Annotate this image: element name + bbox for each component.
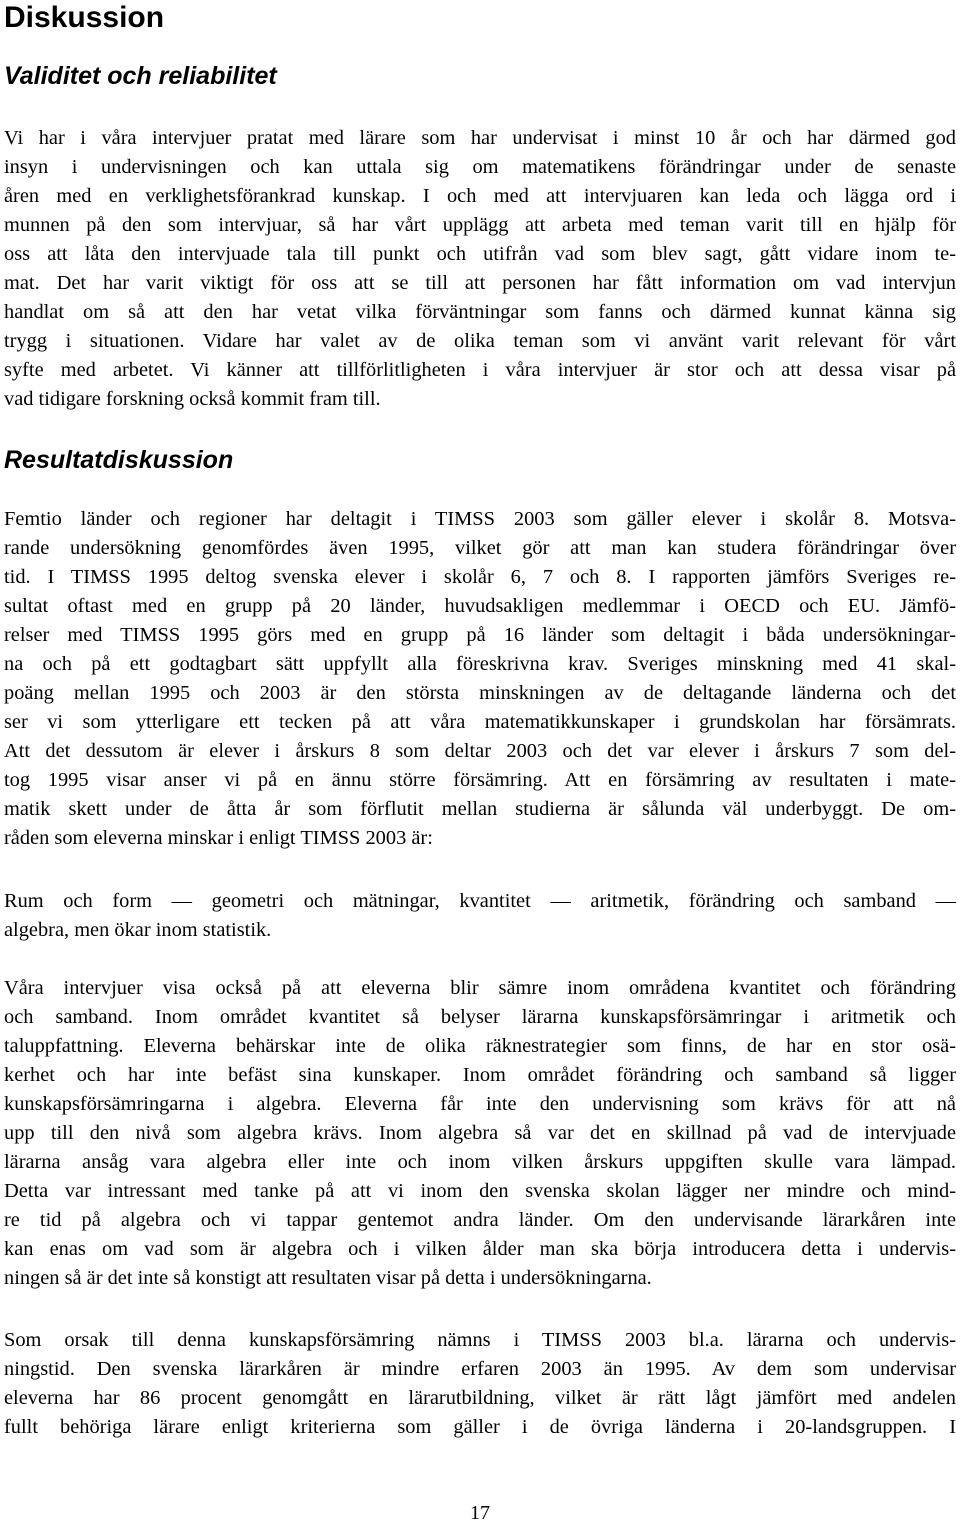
text-line: eleverna har 86 procent genomgått en lärarutbildning, vilket är rätt lågt jämfört med andelen bbox=[4, 1387, 956, 1409]
text-line: rande undersökning genomfördes även 1995, vilket gör att man kan studera förändringar över bbox=[4, 537, 956, 559]
paragraph-results-2 bbox=[4, 887, 956, 945]
text-line: åren med en verklighetsförankrad kunskap. I och med att intervjuaren kan leda och lägga ord i bbox=[4, 185, 956, 207]
text-line: mat. Det har varit viktigt för oss att se till att personen har fått information om vad intervjun bbox=[4, 272, 956, 294]
text-line: vad tidigare forskning också kommit fram till. bbox=[4, 388, 381, 410]
text-line: handlat om så att den har vetat vilka förväntningar som fanns och därmed kunnat känna sig bbox=[4, 301, 956, 323]
text-line: kunskapsförsämringarna i algebra. Eleverna får inte den undervisning som krävs för att nå bbox=[4, 1093, 956, 1115]
text-line: och samband. Inom området kvantitet så belyser lärarna kunskapsförsämringar i aritmetik och bbox=[4, 1006, 956, 1028]
text-line: syfte med arbetet. Vi känner att tillförlitligheten i våra intervjuer är stor och att dessa visar på bbox=[4, 359, 956, 381]
text-line: kan enas om vad som är algebra och i vilken ålder man ska börja introducera detta i undervis- bbox=[4, 1238, 956, 1260]
text-line: Vi har i våra intervjuer pratat med lärare som har undervisat i minst 10 år och har därmed god bbox=[4, 127, 956, 149]
section-heading-results: Resultatdiskussion bbox=[4, 446, 234, 474]
paragraph-results-4 bbox=[4, 1326, 956, 1442]
text-line: ningstid. Den svenska lärarkåren är mindre erfaren 2003 än 1995. Av dem som undervisar bbox=[4, 1358, 956, 1380]
text-line: upp till den nivå som algebra krävs. Inom algebra så var det en skillnad på vad de intervjuade bbox=[4, 1122, 956, 1144]
page-title: Diskussion bbox=[4, 1, 165, 34]
text-line: Rum och form — geometri och mätningar, kvantitet — aritmetik, förändring och samband — bbox=[4, 890, 956, 912]
text-line: tid. I TIMSS 1995 deltog svenska elever i skolår 6, 7 och 8. I rapporten jämförs Sveriges re- bbox=[4, 566, 956, 588]
text-line: taluppfattning. Eleverna behärskar inte de olika räknestrategier som finns, de har en stor osä- bbox=[4, 1035, 956, 1057]
page-number: 17 bbox=[470, 1502, 490, 1524]
text-line: kerhet och har inte befäst sina kunskaper. Inom området förändring och samband så ligger bbox=[4, 1064, 956, 1086]
text-line: matik skett under de åtta år som förflutit mellan studierna är sålunda väl underbyggt. De om- bbox=[4, 798, 956, 820]
section-heading-validity: Validitet och reliabilitet bbox=[4, 62, 277, 90]
text-line: råden som eleverna minskar i enligt TIMSS 2003 är: bbox=[4, 827, 433, 849]
text-line: Som orsak till denna kunskapsförsämring nämns i TIMSS 2003 bl.a. lärarna och undervis- bbox=[4, 1329, 956, 1351]
text-line: Att det dessutom är elever i årskurs 8 som deltar 2003 och det var elever i årskurs 7 som del- bbox=[4, 740, 956, 762]
text-line: relser med TIMSS 1995 görs med en grupp på 16 länder som deltagit i båda undersökningar- bbox=[4, 624, 956, 646]
text-line: oss att låta den intervjuade tala till punkt och utifrån vad som blev sagt, gått vidare inom te- bbox=[4, 243, 956, 265]
text-line: fullt behöriga lärare enligt kriterierna som gäller i de övriga länderna i 20-landsgruppen. I bbox=[4, 1416, 956, 1438]
text-line: na och på ett godtagbart sätt uppfyllt alla föreskrivna krav. Sveriges minskning med 41 skal- bbox=[4, 653, 956, 675]
text-line: trygg i situationen. Vidare har valet av de olika teman som vi använt varit relevant för vårt bbox=[4, 330, 956, 352]
paragraph-results-3 bbox=[4, 974, 956, 1293]
text-line: re tid på algebra och vi tappar gentemot andra länder. Om den undervisande lärarkåren inte bbox=[4, 1209, 956, 1231]
text-line: Våra intervjuer visa också på att eleverna blir sämre inom områdena kvantitet och förändring bbox=[4, 977, 956, 999]
paragraph-results-1 bbox=[4, 505, 956, 853]
text-line: tog 1995 visar anser vi på en ännu större försämring. Att en försämring av resultaten i mate- bbox=[4, 769, 956, 791]
paragraph-validity bbox=[4, 124, 956, 414]
text-line: poäng mellan 1995 och 2003 är den största minskningen av de deltagande länderna och det bbox=[4, 682, 956, 704]
text-line: algebra, men ökar inom statistik. bbox=[4, 919, 272, 941]
text-line: Femtio länder och regioner har deltagit i TIMSS 2003 som gäller elever i skolår 8. Motsva- bbox=[4, 508, 956, 530]
text-line: lärarna ansåg vara algebra eller inte och inom vilken årskurs uppgiften skulle vara lämpad. bbox=[4, 1151, 956, 1173]
text-line: ser vi som ytterligare ett tecken på att våra matematikkunskaper i grundskolan har försämrats. bbox=[4, 711, 956, 733]
text-line: munnen på den som intervjuar, så har vårt upplägg att arbeta med teman varit till en hjälp för bbox=[4, 214, 956, 236]
text-line: Detta var intressant med tanke på att vi inom den svenska skolan lägger ner mindre och mind- bbox=[4, 1180, 956, 1202]
text-line: insyn i undervisningen och kan uttala sig om matematikens förändringar under de senaste bbox=[4, 156, 956, 178]
text-line: sultat oftast med en grupp på 20 länder, huvudsakligen medlemmar i OECD och EU. Jämfö- bbox=[4, 595, 956, 617]
text-line: ningen så är det inte så konstigt att resultaten visar på detta i undersökningarna. bbox=[4, 1267, 652, 1289]
